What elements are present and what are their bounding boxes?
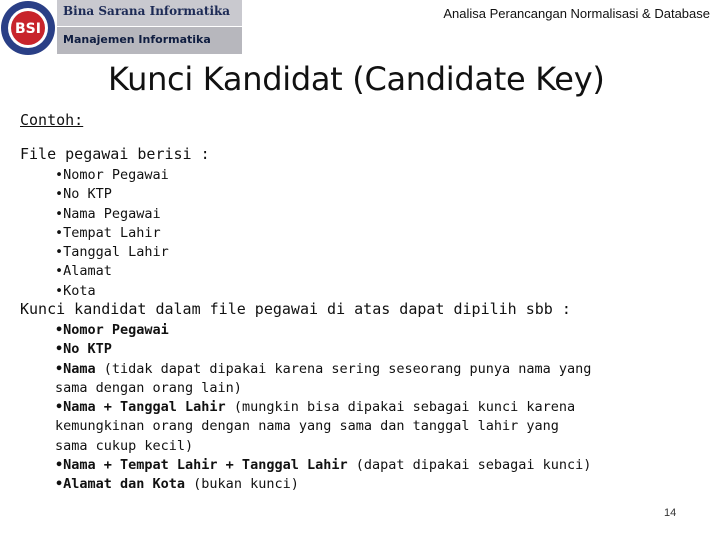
candidate-note: (tidak dapat dipakai karena sering seseorang punya nama yang: [95, 360, 592, 377]
logo: [0, 0, 242, 56]
list-item: •Tanggal Lahir: [55, 244, 169, 261]
candidate-key: •No KTP: [55, 341, 112, 358]
list-item: •Alamat: [55, 263, 112, 280]
list-item: •Nomor Pegawai: [55, 167, 169, 183]
candidate-note: (bukan kunci): [185, 476, 299, 493]
logo-line-1: Bina Sarana Informatika: [63, 4, 231, 18]
candidate-key: •Nama: [55, 360, 96, 377]
candidate-note: sama dengan orang lain): [55, 379, 242, 396]
list-item: •Nama Pegawai: [55, 205, 161, 222]
bsi-seal-icon: [0, 0, 56, 56]
list-item: [55, 360, 591, 379]
list-item: [55, 379, 591, 398]
list-item: [55, 398, 591, 417]
candidate-note: (mungkin bisa dipakai sebagai kunci karena: [225, 399, 576, 416]
candidate-note: (dapat dipakai sebagai kunci): [347, 457, 592, 474]
course-header: Analisa Perancangan Normalisasi & Database: [443, 6, 710, 21]
field-list: [55, 166, 169, 301]
list-item: •Tempat Lahir: [55, 224, 161, 241]
list-item: [55, 417, 591, 436]
candidate-note: sama cukup kecil): [55, 437, 194, 454]
candidate-key: •Nomor Pegawai: [55, 322, 169, 338]
file-intro: File pegawai berisi :: [20, 145, 210, 163]
slide-title: Kunci Kandidat (Candidate Key): [108, 60, 605, 98]
list-item: •No KTP: [55, 186, 112, 203]
contoh-label: Contoh:: [20, 111, 84, 129]
logo-band-bottom: [57, 27, 242, 54]
logo-band-top: [57, 0, 242, 26]
list-item: [55, 437, 591, 456]
page-number: 14: [664, 507, 677, 519]
list-item: [55, 456, 591, 475]
list-item: [55, 321, 591, 340]
svg-text:BSI: BSI: [15, 21, 41, 37]
candidate-key: •Nama + Tempat Lahir + Tanggal Lahir: [55, 457, 348, 474]
list-item: •Kota: [55, 282, 96, 299]
list-item: [55, 475, 591, 494]
list-item: [55, 340, 591, 359]
candidate-list: [55, 321, 591, 495]
candidate-note: kemungkinan orang dengan nama yang sama dan tanggal lahir yang: [55, 418, 559, 435]
logo-line-2: Manajemen Informatika: [63, 33, 211, 46]
candidate-key: •Nama + Tanggal Lahir: [55, 399, 226, 416]
candidate-key: •Alamat dan Kota: [55, 476, 186, 493]
candidate-intro: Kunci kandidat dalam file pegawai di atas dapat dipilih sbb :: [20, 300, 571, 318]
